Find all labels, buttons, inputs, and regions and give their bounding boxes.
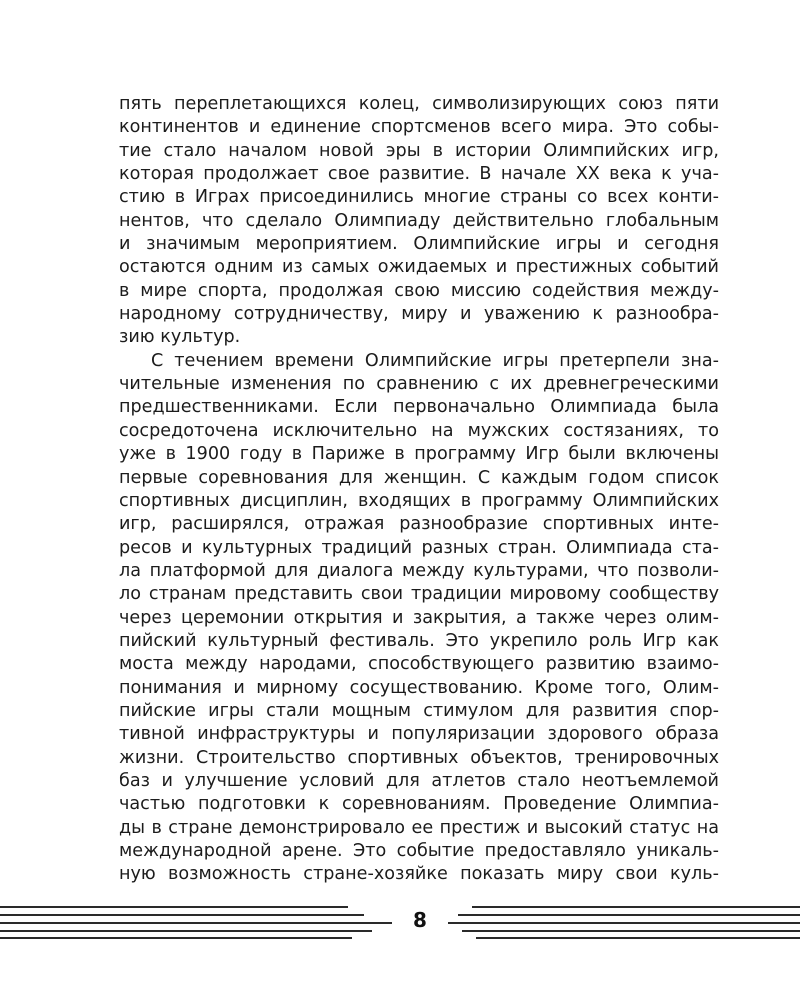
text-line: нентов, что сделало Олимпиаду действительно глобальным (119, 210, 719, 231)
text-line: игр, расширялся, отражая разнообразие спортивных инте- (119, 514, 719, 535)
text-line: стию в Играх присоединились многие страны со всех конти- (119, 187, 719, 208)
text-line: пять переплетающихся колец, символизирующих союз пяти (119, 94, 719, 114)
text-line: моста между народами, способствующего развитию взаимо- (119, 654, 719, 675)
text-line: С течением времени Олимпийские игры претерпели зна- (151, 350, 719, 371)
page-number: 8 (413, 908, 427, 932)
text-line: первые соревнования для женщин. С каждым годом список (119, 467, 719, 488)
footer-rule (0, 914, 364, 916)
text-line: ды в стране демонстрировало ее престиж и высокий статус на (119, 817, 719, 838)
text-line: жизни. Строительство спортивных объектов, тренировочных (119, 747, 719, 768)
text-line: которая продолжает свое развитие. В начале XX века к уча- (119, 164, 719, 185)
footer-rule (0, 930, 372, 932)
text-line: ло странам представить свои традиции мировому сообществу (119, 584, 719, 605)
text-line: сосредоточена исключительно на мужских состязаниях, то (119, 420, 719, 441)
paragraph-1 (119, 93, 719, 350)
text-line: чительные изменения по сравнению с их древнегреческими (119, 374, 719, 395)
text-line: ресов и культурных традиций разных стран. Олимпиада ста- (119, 537, 719, 558)
page-footer (0, 904, 800, 940)
text-line: понимания и мирному сосуществованию. Кроме того, Олим- (119, 677, 719, 698)
text-line: пийские игры стали мощным стимулом для развития спор- (119, 700, 719, 721)
footer-rule (458, 914, 800, 916)
text-line: предшественниками. Если первоначально Олимпиада была (119, 397, 719, 418)
footer-rule (472, 906, 800, 908)
footer-rule (462, 930, 800, 932)
footer-rules-right (448, 904, 800, 940)
text-line: пийский культурный фестиваль. Это укрепило роль Игр как (119, 630, 719, 651)
text-line: через церемонии открытия и закрытия, а также через олим- (119, 607, 719, 628)
text-line: баз и улучшение условий для атлетов стало неотъемлемой (119, 770, 719, 791)
footer-rule (476, 937, 800, 939)
text-line: ную возможность стране-хозяйке показать миру свои куль- (119, 864, 719, 885)
text-line: остаются одним из самых ожидаемых и престижных событий (119, 257, 719, 278)
footer-rule (0, 906, 348, 908)
footer-rules-left (0, 904, 392, 940)
paragraph-2 (119, 350, 719, 887)
text-line: зию культур. (119, 327, 241, 348)
text-line: частью подготовки к соревнованиям. Проведение Олимпиа- (119, 794, 719, 815)
footer-rule (0, 937, 352, 939)
text-line: континентов и единение спортсменов всего мира. Это собы- (119, 117, 719, 138)
text-line: народному сотрудничеству, миру и уважению к разнообра- (119, 304, 719, 325)
text-line: ла платформой для диалога между культурами, что позволи- (119, 560, 719, 581)
text-line: международной арене. Это событие предоставляло уникаль- (119, 841, 719, 861)
text-line: уже в 1900 году в Париже в программу Игр были включены (119, 444, 719, 465)
body-text (119, 93, 719, 887)
text-line: тивной инфраструктуры и популяризации здорового образа (119, 724, 719, 745)
footer-rule (0, 922, 392, 924)
text-line: тие стало началом новой эры в истории Олимпийских игр, (119, 140, 719, 161)
text-line: спортивных дисциплин, входящих в программу Олимпийских (119, 490, 719, 511)
text-line: и значимым мероприятием. Олимпийские игры и сегодня (119, 234, 719, 255)
text-line: в мире спорта, продолжая свою миссию содействия между- (119, 280, 719, 301)
footer-rule (448, 922, 800, 924)
